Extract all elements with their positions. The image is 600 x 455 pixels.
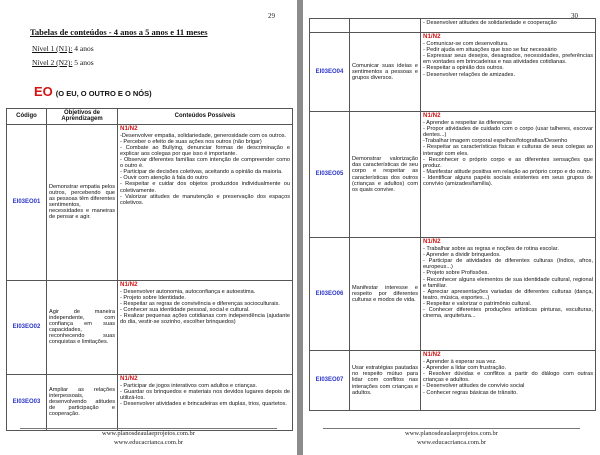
row-contents <box>421 19 596 33</box>
level-tag: N1/N2 <box>423 351 441 358</box>
row-objective: Manifestar interesse e respeito por diferentes culturas e modos de vida. <box>350 238 421 351</box>
right-page <box>303 0 600 455</box>
content-item: - Aprender a respeitar às diferenças <box>423 120 512 127</box>
level-tag: N1/N2 <box>120 374 138 382</box>
level-tag: N1/N2 <box>120 280 138 288</box>
row-contents <box>118 280 293 374</box>
row-code: EI03EO04 <box>310 33 350 112</box>
content-item: - Apreciar apresentações variadas de diferentes culturas (dança, teatro, música, esportes...) <box>423 288 593 301</box>
row-contents <box>421 112 596 238</box>
table-row <box>310 33 596 112</box>
table-row <box>310 238 596 351</box>
header-code: Código <box>7 109 47 125</box>
content-item: - Combate ao Bullying, denunciar formas de descriminação e explicar aos colegas por que isso é importante. <box>120 144 290 157</box>
content-item: - Projeto sobre Identidade. <box>120 294 186 301</box>
level-tag: N1/N2 <box>423 112 441 119</box>
row-code: EI03EO01 <box>7 124 47 280</box>
content-table <box>6 108 293 431</box>
content-item: - Resolver dúvidas e conflitos a partir do diálogo com outras crianças e adultos. <box>423 371 593 384</box>
content-item: - Participar de decisões coletivas, aceitando a opinião da maioria. <box>120 169 283 176</box>
level-2 <box>32 58 94 67</box>
content-item: - Desenvolver atitudes de solidariedade e cooperação <box>423 20 557 26</box>
row-contents <box>118 124 293 280</box>
content-item: - Participar de jogos interativos com adultos e crianças. <box>120 382 258 389</box>
content-item: - Conhecer sua identidade pessoal, social e cultural. <box>120 306 250 313</box>
field-code: EO <box>34 84 53 99</box>
row-code: EI03EO05 <box>310 112 350 238</box>
content-item: -Trabalhar imagem corporal espelhos/fotografias/Desenho <box>423 138 568 145</box>
content-item: - Conhecer regras básicas de trânsito. <box>423 389 518 396</box>
content-item: - Realizar pequenas ações cotidianas com independência (ajudante do dia, vestir-se sozinho, escolher brinquedos) <box>120 313 290 326</box>
page-number: 29 <box>268 12 275 20</box>
level-tag: N1/N2 <box>423 33 441 40</box>
content-item: - Guardar os brinquedos e materiais nos devidos lugares depois de utilizá-los. <box>120 388 290 401</box>
content-item: - Manifestar atitude positiva em relação ao próprio corpo e do outro. <box>423 168 592 175</box>
content-item: - Aprender à esperar sua vez. <box>423 359 497 366</box>
level-label: Nível 2 (N2): <box>32 58 73 67</box>
left-page <box>0 0 297 455</box>
content-item: - Identificar alguns papéis sociais existentes em seus grupos de convívio (amizades/família). <box>423 174 593 188</box>
content-item: - Participar de atividades de diferentes culturas (índios, afros, europeus...) <box>423 258 593 271</box>
footer-link: www.educacrianca.com.br <box>113 439 184 446</box>
level-value: 4 anos <box>74 44 94 53</box>
row-objective: Demonstrar valorização das características de seu corpo e respeitar as características dos outros (crianças e adultos) com os quais convive. <box>350 112 421 238</box>
content-item: - Respeitar as regras de convivência e diferenças socioculturais. <box>120 300 280 307</box>
row-code <box>310 19 350 33</box>
content-item: - Desenvolver relações de amizades. <box>423 71 516 78</box>
table-row <box>310 19 596 33</box>
content-item: - Respeitar e cuidar dos objetos produzidos individualmente ou coletivamente. <box>120 181 290 194</box>
row-code: EI03EO03 <box>7 374 47 430</box>
row-objective: Comunicar suas ideias e sentimentos a pessoas e grupos diversos. <box>350 33 421 112</box>
row-objective: Agir de maneira independente, com confiança em suas capacidades, reconhecendo suas conquistas e limitações. <box>47 280 118 374</box>
footer-link: www.planosdeaulaeprojetos.com.br <box>405 430 498 437</box>
content-table <box>309 18 596 411</box>
content-item: - Propor atividades de cuidado com o corpo (usar talheres, escovar dentes...) <box>423 126 593 139</box>
content-item: - Pedir ajuda em situações que isso se faz necessário <box>423 47 557 54</box>
content-item: - Trabalhar sobre as regras e noções de rotina escolar. <box>423 246 559 253</box>
content-item: - Aprender a lidar com frustração. <box>423 365 507 372</box>
level-tag: N1/N2 <box>120 124 138 132</box>
row-objective <box>350 19 421 33</box>
header-contents: Conteúdos Possíveis <box>118 109 293 125</box>
content-item: - Reconhecer alguns elementos de sua identidade cultural, regional e familiar. <box>423 276 593 289</box>
content-item: - Respeitar a opinião dos outros. <box>423 65 504 72</box>
row-objective: Ampliar as relações interpessoais, desenvolvendo atitudes de participação e cooperação. <box>47 374 118 430</box>
level-tag: N1/N2 <box>423 238 441 245</box>
content-item: - Reconhecer o próprio corpo e as diferentes sensações que produz. <box>423 156 593 169</box>
footer-divider <box>20 428 277 429</box>
table-row <box>7 124 293 280</box>
row-code: EI03EO02 <box>7 280 47 374</box>
footer-link: www.planosdeaulaeprojetos.com.br <box>102 430 195 437</box>
row-objective: Usar estratégias pautadas no respeito mútuo para lidar com conflitos nas interações com crianças e adultos. <box>350 351 421 411</box>
page-title: Tabelas de conteúdos - 4 anos a 5 anos e 11 meses <box>30 27 208 37</box>
row-contents <box>421 33 596 112</box>
table-row <box>7 374 293 430</box>
content-item: - Conhecer diferentes produções artísticas pinturas, esculturas, cinema, arquitetura... <box>423 307 593 320</box>
row-code: EI03EO07 <box>310 351 350 411</box>
level-1 <box>32 44 94 53</box>
table-header-row <box>7 109 293 125</box>
row-contents <box>118 374 293 430</box>
row-objective: Demonstrar empatia pelos outros, percebendo que as pessoas têm diferentes sentimentos, necessidades e maneiras de pensar e agir. <box>47 124 118 280</box>
content-item: - Comunicar-se com desenvoltura. <box>423 41 509 48</box>
content-item: - Projeto sobre Profissões. <box>423 270 489 277</box>
content-item: - Respeitar as características físicas e culturas de seus colegas ao interagir com eles. <box>423 144 593 157</box>
field-heading <box>34 83 152 101</box>
table-row <box>310 351 596 411</box>
content-item: - Respeitar e valorizar o patrimônio cultural. <box>423 300 532 307</box>
footer-divider <box>323 428 580 429</box>
content-item: - Observar diferentes famílias com intenção de compreender como o outro é. <box>120 157 290 170</box>
content-item: - Valorizar atitudes de manutenção e preservação dos espaços coletivos. <box>120 193 290 206</box>
field-name: (O EU, O OUTRO E O NÓS) <box>55 89 152 98</box>
level-value: 5 anos <box>74 58 94 67</box>
row-code: EI03EO06 <box>310 238 350 351</box>
content-item: - Desenvolver atitudes de convívio social <box>423 383 525 390</box>
content-item: -Desenvolver empatia, solidariedade, generosidade com os outros. <box>120 132 287 139</box>
level-label: Nível 1 (N1): <box>32 44 73 53</box>
content-item: - Aprender a dividir brinquedos. <box>423 252 501 259</box>
content-item: - Ouvir com atenção à fala do outro <box>120 175 208 182</box>
table-row <box>7 280 293 374</box>
content-item: - Desenvolver atividades e brincadeiras em duplas, trios, quartetos. <box>120 400 287 407</box>
header-objectives: Objetivos de Aprendizagem <box>47 109 118 125</box>
page-number: 30 <box>571 12 578 20</box>
content-item: - Perceber o efeito de suas ações nos outros (não brigar) <box>120 138 262 145</box>
row-contents <box>421 238 596 351</box>
row-contents <box>421 351 596 411</box>
table-row <box>310 112 596 238</box>
content-item: - Desenvolver autonomia, autoconfiança e autoestima. <box>120 288 256 295</box>
content-item: - Expressar seus desejos, desagrados, necessidades, preferências em vontades em brincadeiras e nas atividades cotidianas. <box>423 53 593 66</box>
footer-link: www.educacrianca.com.br <box>416 439 487 446</box>
